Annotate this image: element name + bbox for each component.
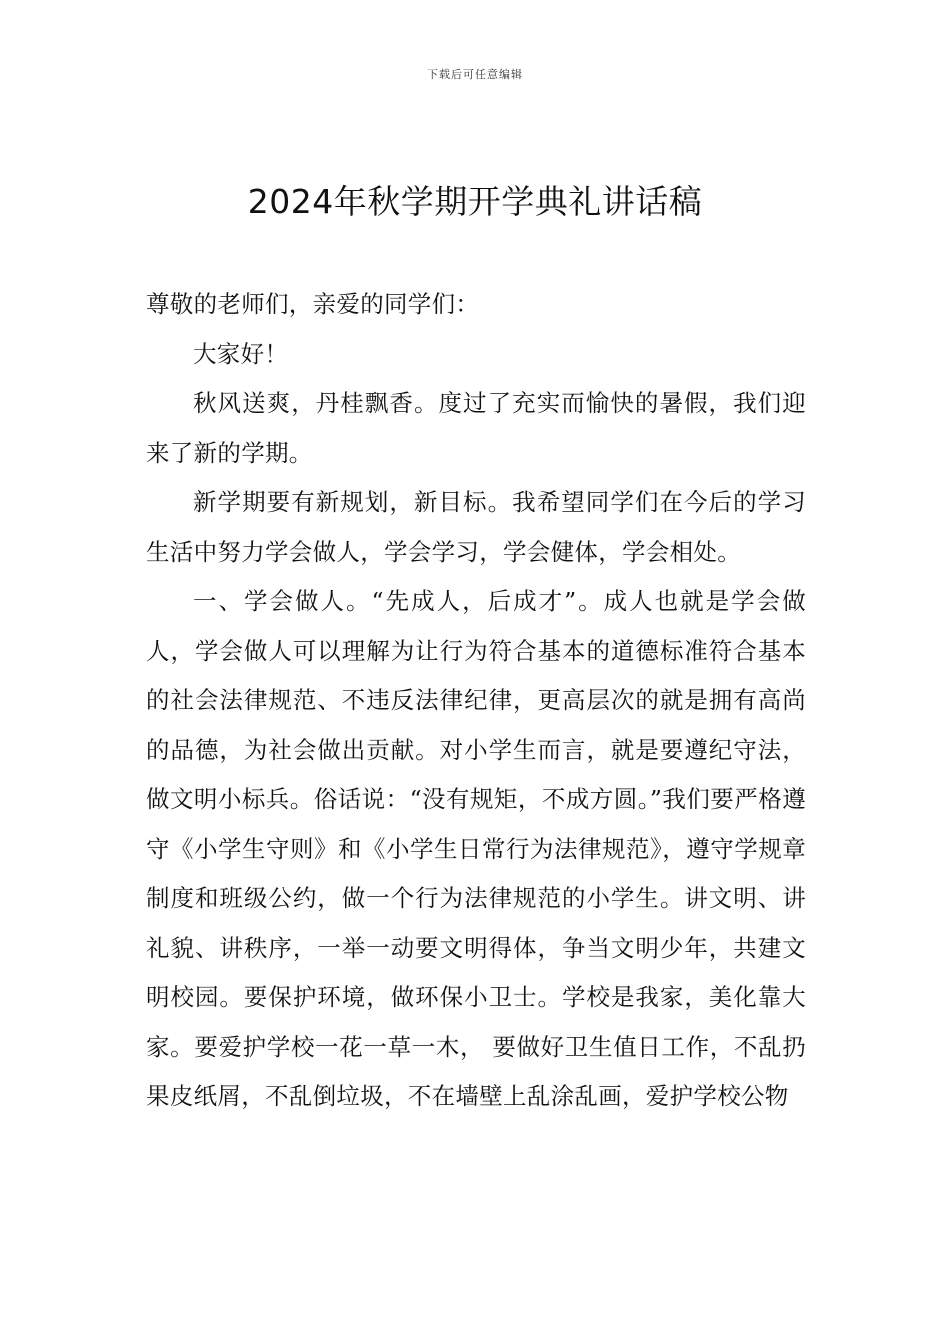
- paragraph-goals: 新学期要有新规划，新目标。我希望同学们在今后的学习生活中努力学会做人，学会学习，学会健体，学会相处。: [146, 488, 806, 566]
- paragraph-learn-to-be: 一、学会做人。“先成人，后成才”。成人也就是学会做人，学会做人可以理解为让行为符合基本的道德标准符合基本的社会法律规范、不违反法律纪律，更高层次的就是拥有高尚的品德，为社会做出贡献。对小学生而言，就是要遵纪守法，做文明小标兵。俗话说：“没有规矩，不成方圆。”我们要严格遵守《小学生守则》和《小学生日常行为法律规范》，遵守学规章制度和班级公约，做一个行为法律规范的小学生。讲文明、讲礼貌、讲秩序，一举一动要文明得体，争当文明少年，共建文明校园。要保护环境，做环保小卫士。学校是我家，美化靠大家。要爱护学校一花一草一木， 要做好卫生值日工作，不乱扔果皮纸屑，不乱倒垃圾，不在墙壁上乱涂乱画，爱护学校公物: [146, 587, 806, 1110]
- paragraph-intro: 秋风送爽，丹桂飘香。度过了充实而愉快的暑假，我们迎来了新的学期。: [146, 389, 806, 467]
- salutation: 尊敬的老师们，亲爱的同学们：: [146, 290, 480, 318]
- paragraph-greeting: 大家好！: [193, 339, 289, 368]
- document-title: 2024年秋学期开学典礼讲话稿: [247, 182, 703, 221]
- header-note: 下载后可任意编辑: [427, 68, 523, 81]
- document-body: [146, 280, 806, 1122]
